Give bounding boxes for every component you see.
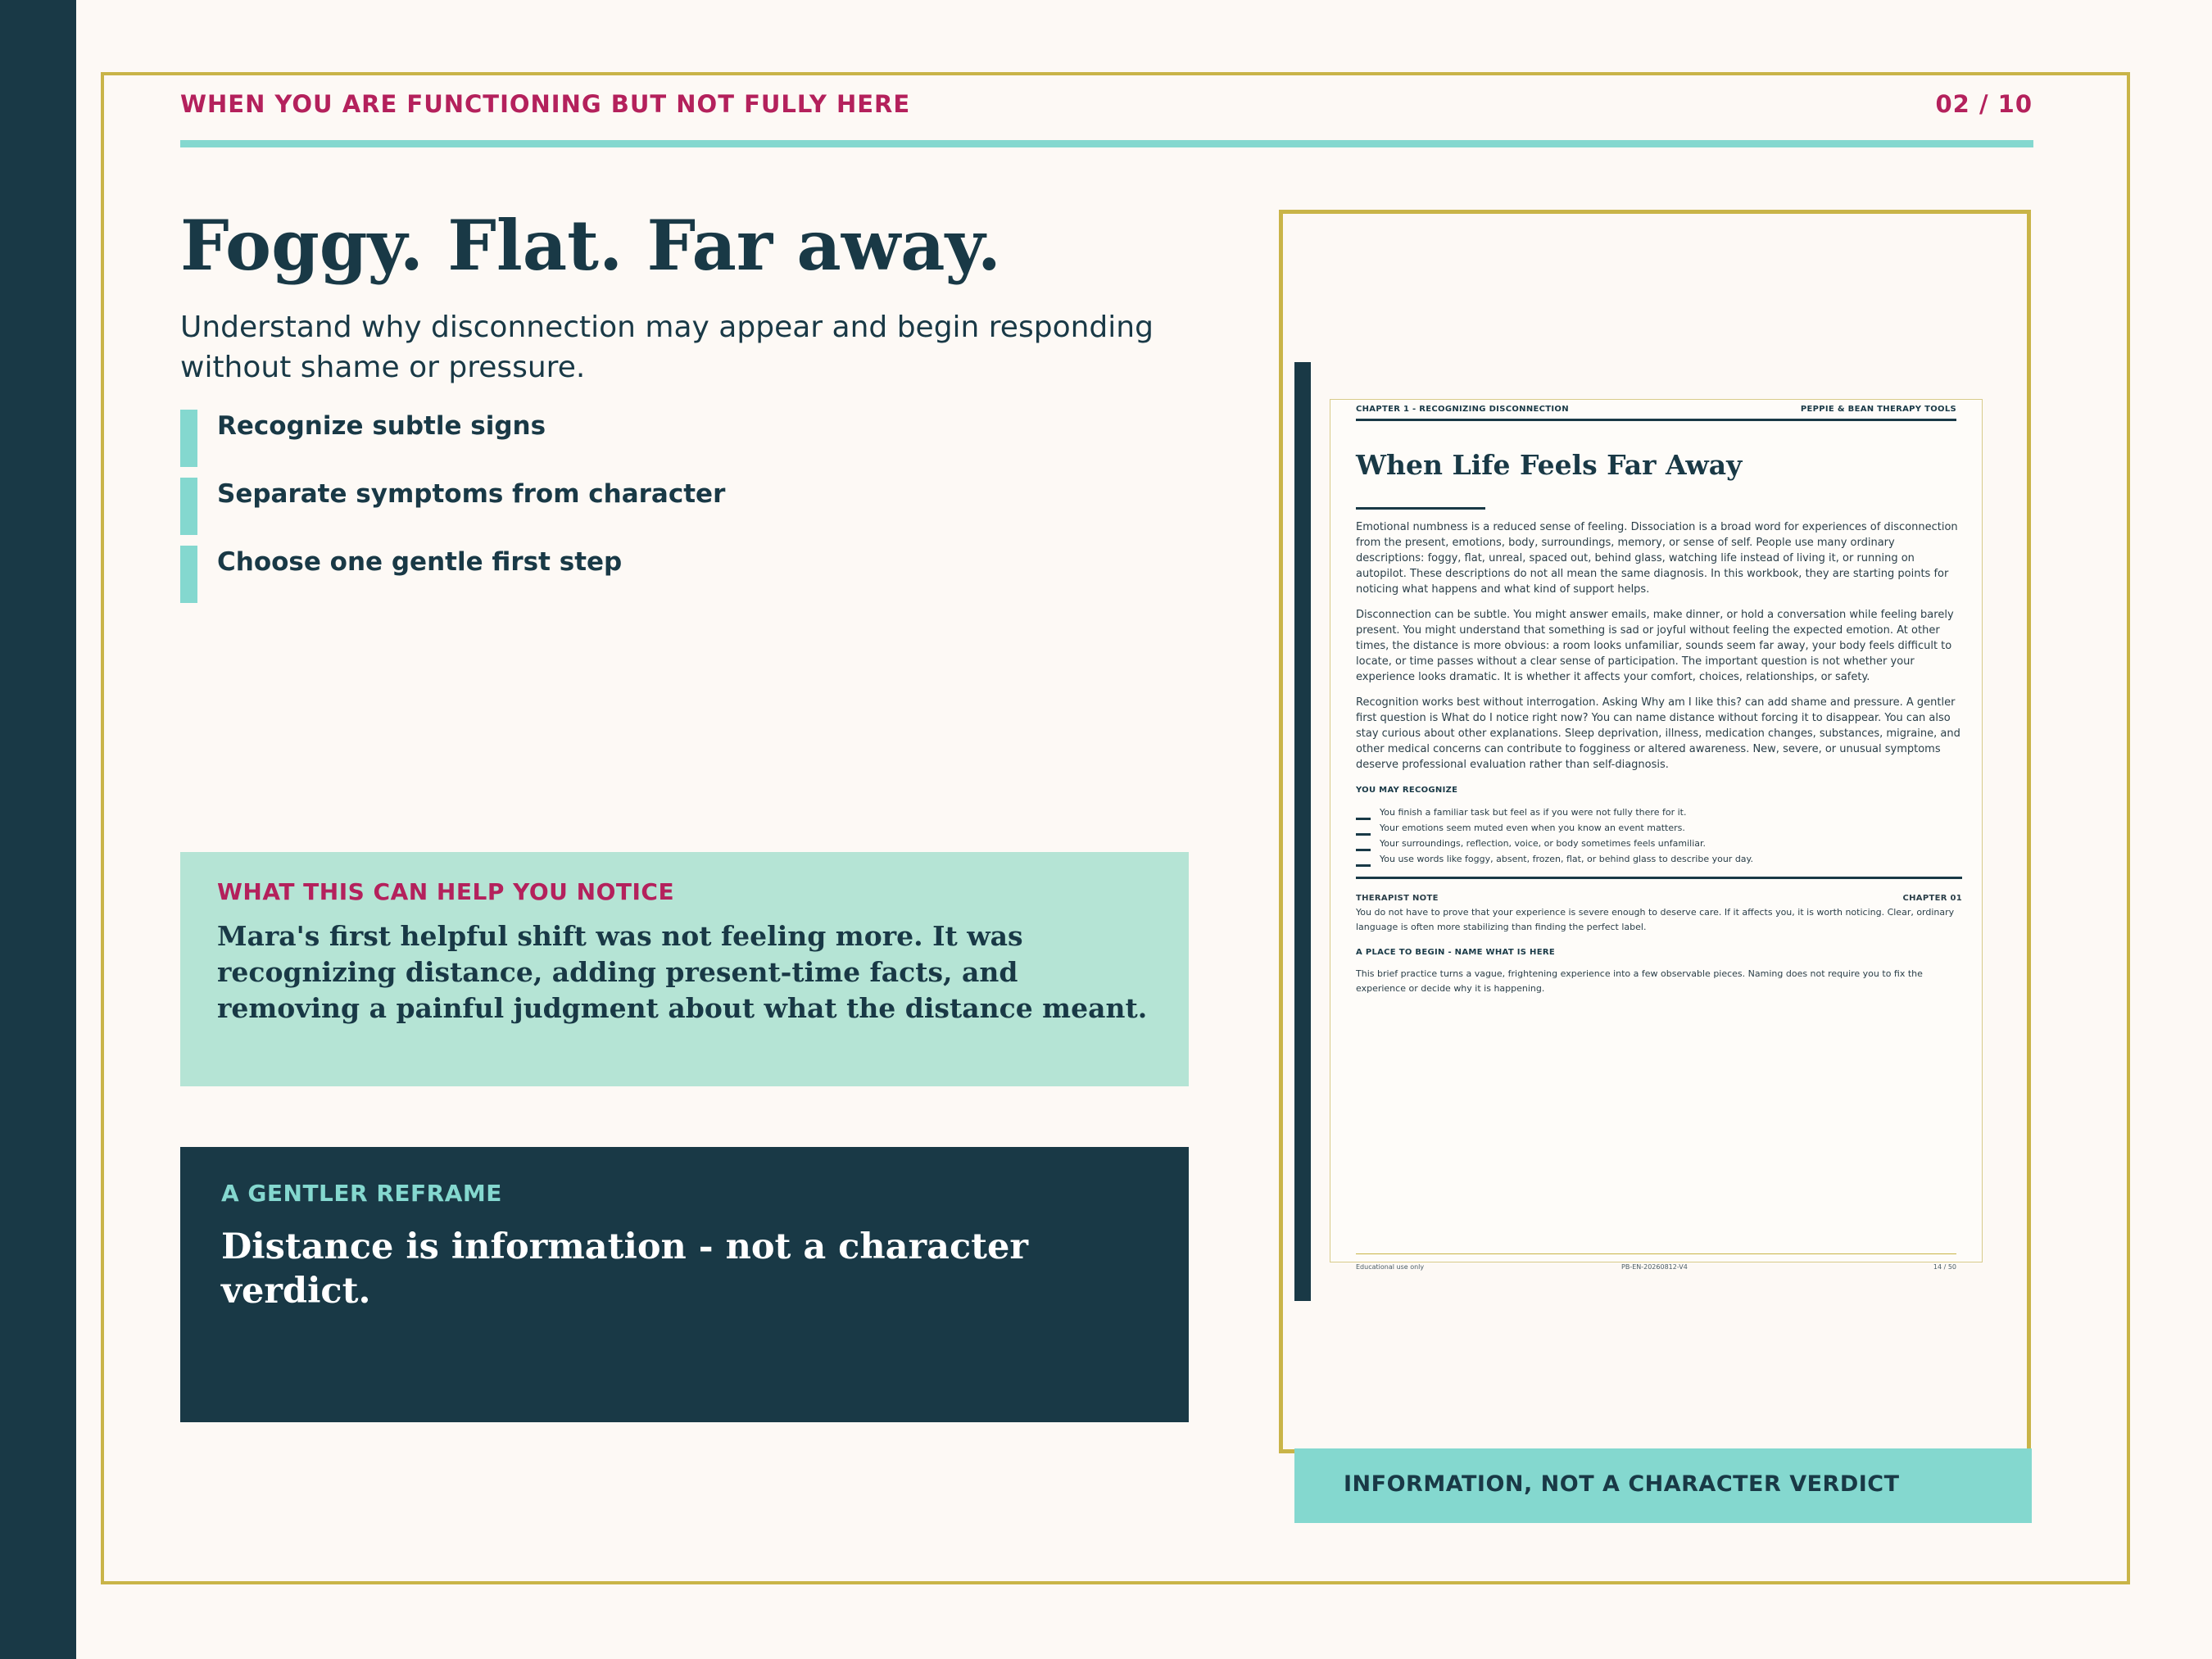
checklist-item	[1356, 820, 1962, 836]
page-title: Foggy. Flat. Far away.	[180, 205, 1002, 286]
therapist-note-text: You do not have to prove that your experience is severe enough to deserve care. If it affects you, it is worth noticing. Clear, ordinary language is often more stabilizing than finding the perfect label.	[1356, 907, 1955, 932]
preview-title: When Life Feels Far Away	[1356, 449, 1743, 481]
left-accent-bar	[0, 0, 76, 1659]
note-divider	[1356, 877, 1962, 879]
preview-footer-left: Educational use only	[1356, 1263, 1425, 1271]
checkbox-line-icon	[1356, 858, 1371, 867]
bullet-marker	[180, 546, 197, 603]
checklist-item	[1356, 836, 1962, 851]
bullet-text: Recognize subtle signs	[217, 411, 546, 441]
checklist-text: You use words like foggy, absent, frozen, flat, or behind glass to describe your day.	[1380, 854, 1753, 864]
preview-footer-rule	[1356, 1253, 1956, 1254]
preview-caption-bar	[1294, 1448, 2032, 1523]
preview-footer-page: 14 / 50	[1933, 1263, 1956, 1271]
checkbox-line-icon	[1356, 827, 1371, 836]
recognize-checklist	[1356, 805, 1962, 867]
therapist-note-header	[1356, 891, 1962, 905]
bullet-marker	[180, 410, 197, 467]
checklist-text: You finish a familiar task but feel as if you were not fully there for it.	[1380, 807, 1687, 818]
recognize-heading: YOU MAY RECOGNIZE	[1356, 786, 1458, 795]
header-divider	[180, 140, 2033, 147]
preview-header	[1356, 405, 1956, 421]
notice-quote: Mara's first helpful shift was not feeling more. It was recognizing distance, adding present-time facts, and removing a painful judgment about what the distance meant.	[217, 920, 1148, 1024]
preview-body	[1356, 519, 1962, 1006]
therapist-note-label: THERAPIST NOTE	[1356, 894, 1439, 903]
preview-caption: INFORMATION, NOT A CHARACTER VERDICT	[1344, 1471, 1900, 1497]
workbook-page-preview	[1330, 399, 1983, 1271]
reframe-text: Distance is information - not a character verdict.	[221, 1226, 1029, 1312]
notice-callout	[180, 852, 1189, 1086]
preview-brand-label: PEPPIE & BEAN THERAPY TOOLS	[1800, 405, 1956, 414]
workbook-spine	[1294, 362, 1311, 1301]
checklist-item	[1356, 851, 1962, 867]
begin-heading: A PLACE TO BEGIN - NAME WHAT IS HERE	[1356, 948, 1555, 957]
bullet-text: Separate symptoms from character	[217, 479, 726, 509]
reframe-callout	[180, 1147, 1189, 1422]
preview-title-rule	[1356, 507, 1485, 510]
checklist-text: Your emotions seem muted even when you know an event matters.	[1380, 823, 1685, 833]
page-subtitle: Understand why disconnection may appear and begin responding without shame or pressure.	[180, 310, 1154, 384]
preview-paragraph: Emotional numbness is a reduced sense of feeling. Dissociation is a broad word for experiences of disconnection from the present, emotions, body, surroundings, memory, or sense of self. People use many ordinary descriptions: foggy, flat, unreal, spaced out, behind glass, watching life instead of living it, or running on autopilot. These descriptions do not all mean the same diagnosis. In this workbook, they are starting points for noticing what happens and what kind of support helps.	[1356, 521, 1958, 596]
chapter-number-label: CHAPTER 01	[1902, 894, 1962, 903]
begin-text: This brief practice turns a vague, frightening experience into a few observable pieces. Naming does not require you to fix the experience or decide why it is happening.	[1356, 968, 1923, 994]
checkbox-line-icon	[1356, 842, 1371, 851]
bullet-marker	[180, 478, 197, 535]
notice-label: WHAT THIS CAN HELP YOU NOTICE	[217, 878, 675, 905]
preview-chapter-label: CHAPTER 1 - RECOGNIZING DISCONNECTION	[1356, 405, 1569, 414]
checklist-text: Your surroundings, reflection, voice, or body sometimes feels unfamiliar.	[1380, 838, 1706, 849]
checkbox-line-icon	[1356, 811, 1371, 820]
preview-footer-code: PB-EN-20260812-V4	[1621, 1263, 1688, 1271]
checklist-item	[1356, 805, 1962, 820]
section-eyebrow: WHEN YOU ARE FUNCTIONING BUT NOT FULLY HERE	[180, 90, 911, 118]
preview-paragraph: Recognition works best without interrogation. Asking Why am I like this? can add shame and pressure. A gentler first question is What do I notice right now? You can name distance without forcing it to disappear. You can also stay curious about other explanations. Sleep deprivation, illness, medication changes, substances, migraine, and other medical concerns can contribute to fogginess or altered awareness. New, severe, or unusual symptoms deserve professional evaluation rather than self-diagnosis.	[1356, 696, 1960, 771]
bullet-text: Choose one gentle first step	[217, 547, 623, 577]
reframe-label: A GENTLER REFRAME	[221, 1180, 502, 1207]
page-number: 02 / 10	[1935, 90, 2033, 118]
preview-paragraph: Disconnection can be subtle. You might answer emails, make dinner, or hold a conversation while feeling barely present. You might understand that something is sad or joyful without feeling the expected emotion. At other times, the distance is more obvious: a room looks unfamiliar, sounds seem far away, your body feels difficult to locate, or time passes without a clear sense of participation. The important question is not whether your experience looks dramatic. It is whether it affects your comfort, choices, relationships, or safety.	[1356, 609, 1954, 683]
